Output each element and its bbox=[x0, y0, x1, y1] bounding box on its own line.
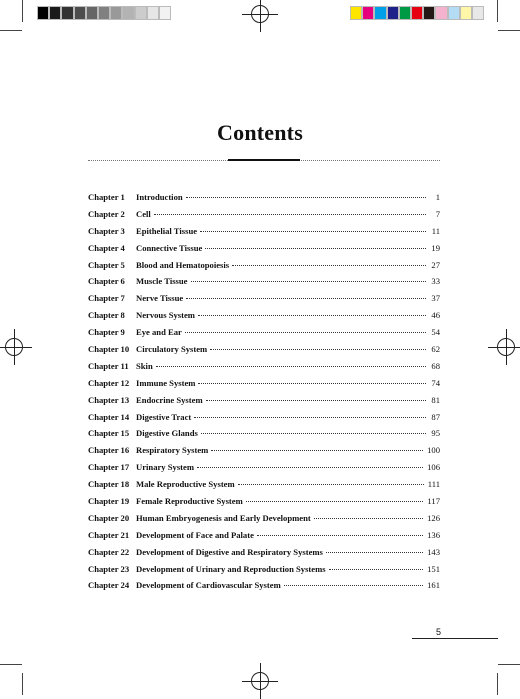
chapter-number: Chapter 18 bbox=[88, 479, 130, 490]
chapter-title: Nervous System bbox=[136, 310, 195, 321]
chapter-page-number: 161 bbox=[427, 580, 440, 591]
chapter-title: Endocrine System bbox=[136, 394, 203, 405]
chapter-page-number: 151 bbox=[427, 563, 440, 574]
chapter-title: Urinary System bbox=[136, 462, 194, 473]
chapter-title: Human Embryogenesis and Early Development bbox=[136, 512, 311, 523]
chapter-title: Development of Digestive and Respiratory Systems bbox=[136, 546, 323, 557]
chapter-title: Development of Cardiovascular System bbox=[136, 580, 281, 591]
dot-leader bbox=[197, 467, 423, 468]
dot-leader bbox=[154, 214, 426, 215]
chapter-number: Chapter 5 bbox=[88, 259, 125, 270]
gray-swatch bbox=[61, 6, 73, 20]
dot-leader bbox=[200, 231, 426, 232]
chapter-page-number: 117 bbox=[427, 496, 440, 507]
chapter-number: Chapter 15 bbox=[88, 428, 130, 439]
chapter-title: Muscle Tissue bbox=[136, 276, 188, 287]
table-of-contents bbox=[88, 192, 440, 597]
toc-entry[interactable] bbox=[88, 293, 440, 310]
color-swatch bbox=[399, 6, 411, 20]
gray-swatch bbox=[74, 6, 86, 20]
chapter-title: Development of Face and Palate bbox=[136, 529, 254, 540]
grayscale-calibration-bar bbox=[37, 6, 171, 20]
chapter-page-number: 27 bbox=[431, 259, 440, 270]
dot-leader bbox=[206, 400, 426, 401]
chapter-page-number: 54 bbox=[431, 327, 440, 338]
dot-leader bbox=[314, 518, 423, 519]
dot-leader bbox=[198, 315, 426, 316]
color-swatch bbox=[411, 6, 423, 20]
chapter-number: Chapter 23 bbox=[88, 563, 130, 574]
chapter-page-number: 74 bbox=[431, 377, 440, 388]
chapter-title: Skin bbox=[136, 360, 153, 371]
dot-leader bbox=[284, 585, 423, 586]
chapter-title: Circulatory System bbox=[136, 344, 208, 355]
color-calibration-bar bbox=[350, 6, 484, 20]
dot-leader bbox=[205, 248, 426, 249]
color-swatch bbox=[435, 6, 447, 20]
crop-mark bbox=[497, 0, 498, 22]
toc-entry[interactable] bbox=[88, 479, 440, 496]
color-swatch bbox=[448, 6, 460, 20]
crop-mark bbox=[498, 30, 520, 31]
toc-entry[interactable] bbox=[88, 496, 440, 513]
chapter-page-number: 7 bbox=[435, 208, 440, 219]
dot-leader bbox=[257, 535, 423, 536]
dot-leader bbox=[191, 281, 427, 282]
gray-swatch bbox=[37, 6, 49, 20]
page-title: Contents bbox=[217, 120, 303, 145]
toc-entry[interactable] bbox=[88, 344, 440, 361]
registration-mark-top bbox=[248, 2, 272, 26]
toc-entry[interactable] bbox=[88, 428, 440, 445]
dot-leader bbox=[238, 484, 424, 485]
registration-mark-right bbox=[494, 335, 518, 359]
gray-swatch bbox=[86, 6, 98, 20]
toc-entry[interactable] bbox=[88, 547, 440, 564]
toc-entry[interactable] bbox=[88, 310, 440, 327]
toc-entry[interactable] bbox=[88, 513, 440, 530]
dot-leader bbox=[329, 569, 423, 570]
crop-mark bbox=[22, 0, 23, 22]
chapter-title: Nerve Tissue bbox=[136, 293, 184, 304]
chapter-number: Chapter 19 bbox=[88, 496, 130, 507]
chapter-number: Chapter 17 bbox=[88, 462, 130, 473]
toc-entry[interactable] bbox=[88, 361, 440, 378]
toc-entry[interactable] bbox=[88, 445, 440, 462]
toc-entry[interactable] bbox=[88, 395, 440, 412]
gray-swatch bbox=[110, 6, 122, 20]
crop-mark bbox=[498, 664, 520, 665]
toc-entry[interactable] bbox=[88, 243, 440, 260]
chapter-number: Chapter 10 bbox=[88, 344, 130, 355]
dot-leader bbox=[156, 366, 426, 367]
gray-swatch bbox=[98, 6, 110, 20]
chapter-title: Development of Urinary and Reproduction Systems bbox=[136, 563, 326, 574]
dot-leader bbox=[246, 501, 424, 502]
gray-swatch bbox=[49, 6, 61, 20]
chapter-title: Male Reproductive System bbox=[136, 479, 235, 490]
footer-rule bbox=[412, 628, 498, 639]
chapter-number: Chapter 4 bbox=[88, 242, 125, 253]
toc-entry[interactable] bbox=[88, 412, 440, 429]
crop-mark bbox=[0, 664, 22, 665]
chapter-page-number: 106 bbox=[427, 462, 440, 473]
dot-leader bbox=[186, 298, 426, 299]
chapter-number: Chapter 16 bbox=[88, 445, 130, 456]
dot-leader bbox=[194, 417, 426, 418]
chapter-number: Chapter 11 bbox=[88, 360, 129, 371]
dot-leader bbox=[201, 433, 426, 434]
chapter-page-number: 143 bbox=[427, 546, 440, 557]
dot-leader bbox=[232, 265, 426, 266]
dot-leader bbox=[211, 450, 423, 451]
chapter-number: Chapter 22 bbox=[88, 546, 130, 557]
color-swatch bbox=[423, 6, 435, 20]
toc-entry[interactable] bbox=[88, 580, 440, 597]
crop-mark bbox=[497, 673, 498, 695]
chapter-number: Chapter 20 bbox=[88, 512, 130, 523]
chapter-page-number: 62 bbox=[431, 344, 440, 355]
chapter-page-number: 100 bbox=[427, 445, 440, 456]
dot-leader bbox=[186, 197, 426, 198]
chapter-number: Chapter 8 bbox=[88, 310, 125, 321]
dot-leader bbox=[210, 349, 426, 350]
chapter-title: Connective Tissue bbox=[136, 242, 203, 253]
toc-entry[interactable] bbox=[88, 260, 440, 277]
chapter-page-number: 87 bbox=[431, 411, 440, 422]
chapter-page-number: 33 bbox=[431, 276, 440, 287]
chapter-number: Chapter 13 bbox=[88, 394, 130, 405]
chapter-page-number: 46 bbox=[431, 310, 440, 321]
chapter-title: Epithelial Tissue bbox=[136, 225, 198, 236]
gray-swatch bbox=[135, 6, 147, 20]
toc-entry[interactable] bbox=[88, 462, 440, 479]
chapter-page-number: 136 bbox=[427, 529, 440, 540]
gray-swatch bbox=[122, 6, 134, 20]
chapter-number: Chapter 1 bbox=[88, 192, 125, 202]
chapter-page-number: 68 bbox=[431, 360, 440, 371]
crop-mark bbox=[0, 30, 22, 31]
color-swatch bbox=[460, 6, 472, 20]
dot-leader bbox=[326, 552, 423, 553]
title-accent-rule bbox=[228, 159, 300, 161]
chapter-number: Chapter 12 bbox=[88, 377, 130, 388]
chapter-number: Chapter 24 bbox=[88, 580, 130, 591]
chapter-title: Digestive Tract bbox=[136, 411, 192, 422]
chapter-title: Digestive Glands bbox=[136, 428, 198, 439]
chapter-title: Blood and Hematopoiesis bbox=[136, 259, 230, 270]
chapter-page-number: 11 bbox=[431, 225, 440, 236]
toc-entry[interactable] bbox=[88, 226, 440, 243]
chapter-page-number: 81 bbox=[431, 394, 440, 405]
chapter-number: Chapter 9 bbox=[88, 327, 125, 338]
chapter-page-number: 1 bbox=[435, 192, 440, 202]
gray-swatch bbox=[147, 6, 159, 20]
chapter-number: Chapter 6 bbox=[88, 276, 125, 287]
chapter-number: Chapter 21 bbox=[88, 529, 130, 540]
chapter-page-number: 37 bbox=[431, 293, 440, 304]
toc-entry[interactable] bbox=[88, 276, 440, 293]
registration-mark-bottom bbox=[248, 669, 272, 693]
color-swatch bbox=[374, 6, 386, 20]
color-swatch bbox=[350, 6, 362, 20]
toc-entry[interactable] bbox=[88, 327, 440, 344]
dot-leader bbox=[198, 383, 426, 384]
chapter-number: Chapter 2 bbox=[88, 208, 125, 219]
chapter-page-number: 95 bbox=[431, 428, 440, 439]
chapter-page-number: 19 bbox=[431, 242, 440, 253]
chapter-title: Female Reproductive System bbox=[136, 496, 243, 507]
toc-entry[interactable] bbox=[88, 378, 440, 395]
chapter-title: Respiratory System bbox=[136, 445, 209, 456]
chapter-title: Cell bbox=[136, 208, 151, 219]
color-swatch bbox=[387, 6, 399, 20]
toc-entry[interactable] bbox=[88, 530, 440, 547]
crop-mark bbox=[22, 673, 23, 695]
chapter-number: Chapter 3 bbox=[88, 225, 125, 236]
chapter-number: Chapter 7 bbox=[88, 293, 125, 304]
color-swatch bbox=[362, 6, 374, 20]
toc-entry[interactable] bbox=[88, 564, 440, 581]
chapter-number: Chapter 14 bbox=[88, 411, 130, 422]
color-swatch bbox=[472, 6, 484, 20]
registration-mark-left bbox=[2, 335, 26, 359]
chapter-page-number: 126 bbox=[427, 512, 440, 523]
chapter-title: Eye and Ear bbox=[136, 327, 182, 338]
toc-entry[interactable] bbox=[88, 192, 440, 209]
toc-entry[interactable] bbox=[88, 209, 440, 226]
chapter-title: Introduction bbox=[136, 192, 183, 202]
chapter-page-number: 111 bbox=[427, 479, 440, 490]
chapter-title: Immune System bbox=[136, 377, 196, 388]
dot-leader bbox=[185, 332, 426, 333]
gray-swatch bbox=[159, 6, 171, 20]
page-number: 5 bbox=[436, 627, 442, 637]
